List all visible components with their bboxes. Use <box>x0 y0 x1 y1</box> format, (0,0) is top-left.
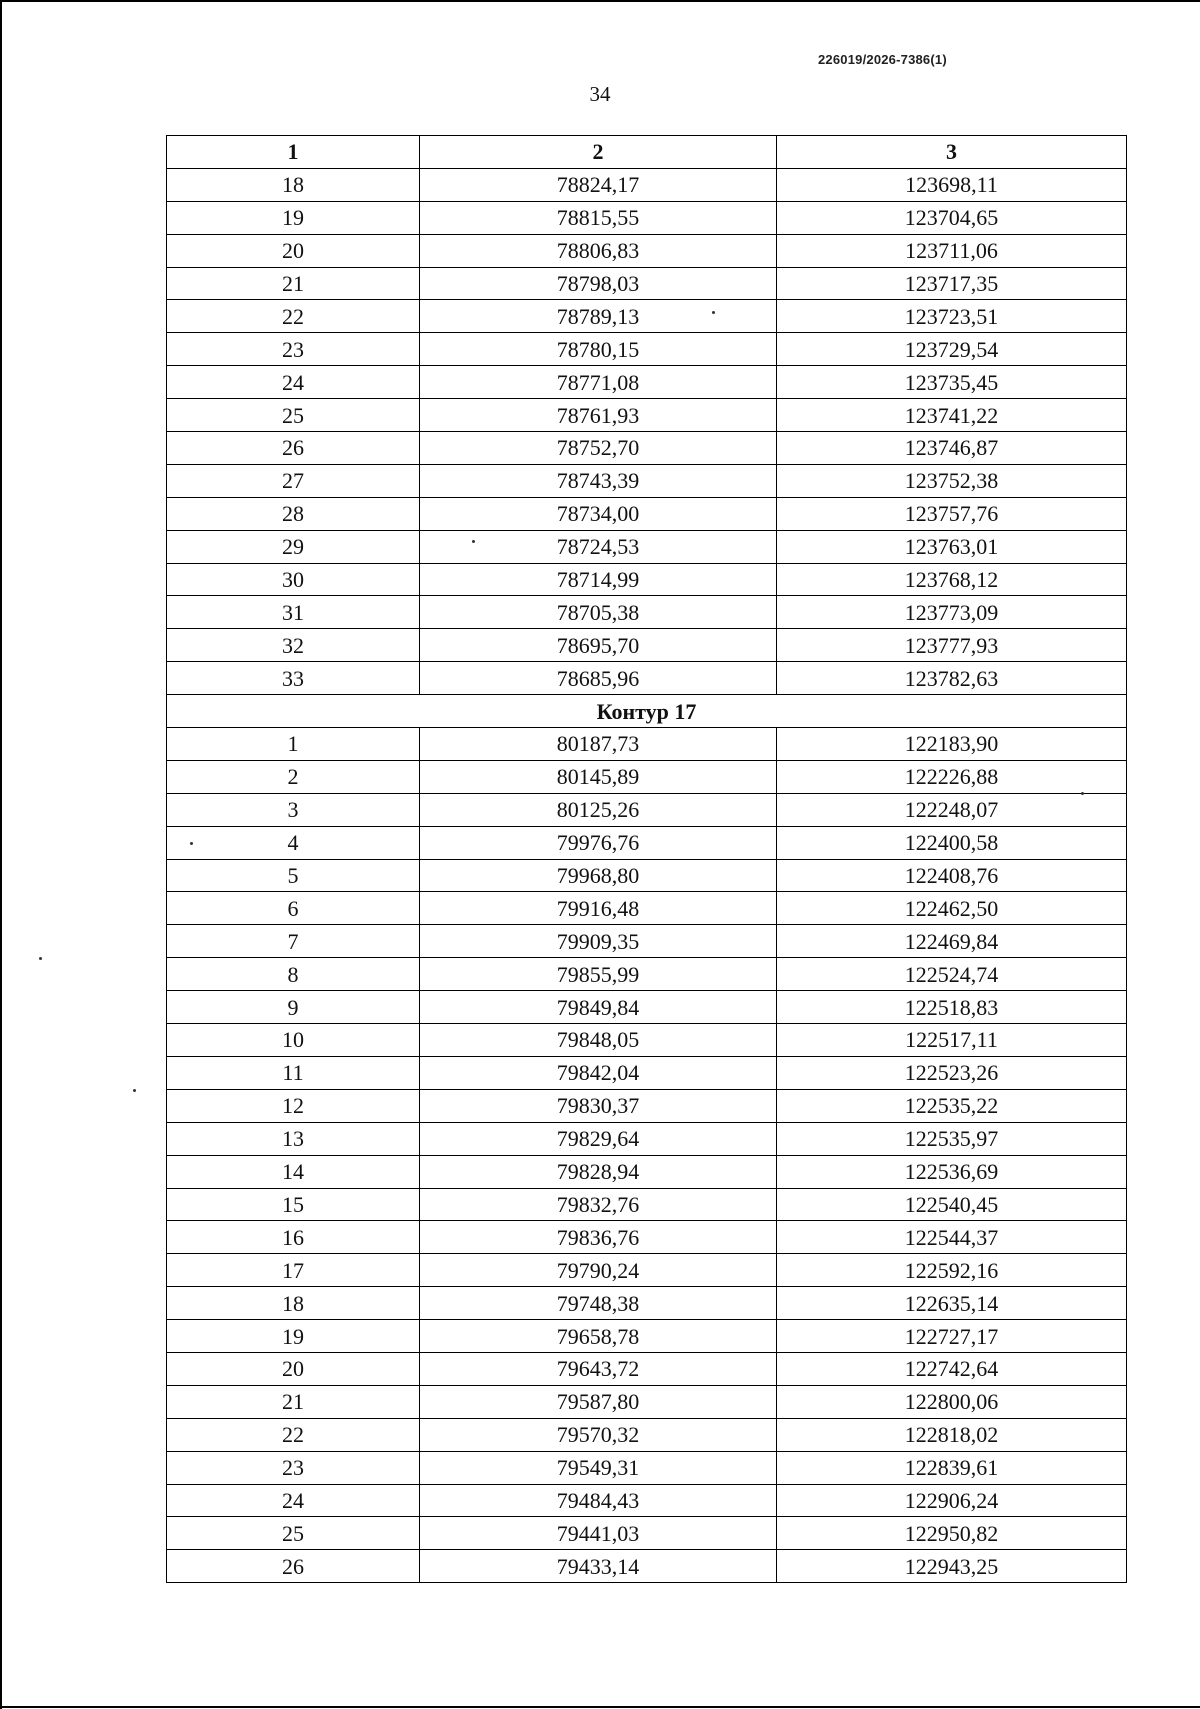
point-number-cell: 10 <box>167 1024 420 1057</box>
table-row <box>167 1155 1127 1188</box>
scan-speck <box>133 1089 136 1092</box>
coordinate-y-cell: 123746,87 <box>777 432 1127 465</box>
coordinate-x-cell: 79836,76 <box>420 1221 777 1254</box>
coordinate-x-cell: 79587,80 <box>420 1385 777 1418</box>
point-number-cell: 14 <box>167 1155 420 1188</box>
table-row <box>167 201 1127 234</box>
coordinate-y-cell: 122742,64 <box>777 1352 1127 1385</box>
coordinate-x-cell: 79855,99 <box>420 958 777 991</box>
coordinate-y-cell: 122535,22 <box>777 1089 1127 1122</box>
coordinate-x-cell: 78752,70 <box>420 432 777 465</box>
coordinate-x-cell: 79549,31 <box>420 1451 777 1484</box>
coordinate-y-cell: 123698,11 <box>777 168 1127 201</box>
coordinate-x-cell: 78780,15 <box>420 333 777 366</box>
table-row <box>167 958 1127 991</box>
coordinate-y-cell: 122400,58 <box>777 826 1127 859</box>
point-number-cell: 3 <box>167 793 420 826</box>
point-number-cell: 12 <box>167 1089 420 1122</box>
coordinate-y-cell: 122183,90 <box>777 728 1127 761</box>
coordinate-x-cell: 78806,83 <box>420 234 777 267</box>
table-row <box>167 333 1127 366</box>
coordinate-x-cell: 79790,24 <box>420 1254 777 1287</box>
point-number-cell: 24 <box>167 1484 420 1517</box>
coordinate-y-cell: 122517,11 <box>777 1024 1127 1057</box>
coordinate-x-cell: 78771,08 <box>420 366 777 399</box>
coordinate-x-cell: 79976,76 <box>420 826 777 859</box>
point-number-cell: 28 <box>167 497 420 530</box>
coordinate-x-cell: 79748,38 <box>420 1287 777 1320</box>
page-number: 34 <box>589 82 611 106</box>
coordinate-x-cell: 79848,05 <box>420 1024 777 1057</box>
table-row <box>167 1320 1127 1353</box>
scan-speck <box>472 540 475 543</box>
coordinate-x-cell: 79658,78 <box>420 1320 777 1353</box>
coordinate-y-cell: 123711,06 <box>777 234 1127 267</box>
table-row <box>167 925 1127 958</box>
coordinate-x-cell: 80187,73 <box>420 728 777 761</box>
table-row <box>167 1352 1127 1385</box>
point-number-cell: 15 <box>167 1188 420 1221</box>
scan-speck <box>712 311 715 314</box>
coordinate-y-cell: 122535,97 <box>777 1122 1127 1155</box>
coordinate-x-cell: 79828,94 <box>420 1155 777 1188</box>
point-number-cell: 19 <box>167 1320 420 1353</box>
coordinate-y-cell: 122818,02 <box>777 1418 1127 1451</box>
coordinate-x-cell: 78761,93 <box>420 399 777 432</box>
coordinate-y-cell: 123717,35 <box>777 267 1127 300</box>
coordinate-x-cell: 79643,72 <box>420 1352 777 1385</box>
point-number-cell: 5 <box>167 859 420 892</box>
table-row <box>167 1517 1127 1550</box>
point-number-cell: 18 <box>167 168 420 201</box>
coordinates-table <box>166 135 1127 1583</box>
table-row <box>167 826 1127 859</box>
coordinate-y-cell: 123773,09 <box>777 596 1127 629</box>
table-row <box>167 1089 1127 1122</box>
coordinate-x-cell: 79916,48 <box>420 892 777 925</box>
table-row <box>167 300 1127 333</box>
coordinate-x-cell: 79909,35 <box>420 925 777 958</box>
table-row <box>167 1451 1127 1484</box>
column-header-2: 2 <box>420 136 777 169</box>
coordinate-y-cell: 122524,74 <box>777 958 1127 991</box>
table-row <box>167 1221 1127 1254</box>
table-row <box>167 1287 1127 1320</box>
column-header-1: 1 <box>167 136 420 169</box>
coordinate-y-cell: 122592,16 <box>777 1254 1127 1287</box>
coordinate-x-cell: 79830,37 <box>420 1089 777 1122</box>
document-id: 226019/2026-7386(1) <box>818 52 947 67</box>
coordinate-x-cell: 79842,04 <box>420 1056 777 1089</box>
coordinate-x-cell: 79441,03 <box>420 1517 777 1550</box>
table-row <box>167 168 1127 201</box>
table-row <box>167 629 1127 662</box>
point-number-cell: 7 <box>167 925 420 958</box>
point-number-cell: 30 <box>167 563 420 596</box>
table-row <box>167 530 1127 563</box>
point-number-cell: 16 <box>167 1221 420 1254</box>
coordinate-x-cell: 79433,14 <box>420 1550 777 1583</box>
coordinate-y-cell: 122950,82 <box>777 1517 1127 1550</box>
coordinate-x-cell: 79832,76 <box>420 1188 777 1221</box>
point-number-cell: 13 <box>167 1122 420 1155</box>
table-row <box>167 892 1127 925</box>
point-number-cell: 6 <box>167 892 420 925</box>
table-row <box>167 1550 1127 1583</box>
table-row <box>167 1122 1127 1155</box>
coordinate-x-cell: 80125,26 <box>420 793 777 826</box>
table-row <box>167 1056 1127 1089</box>
coordinate-y-cell: 122523,26 <box>777 1056 1127 1089</box>
table-row <box>167 464 1127 497</box>
scan-speck <box>1081 792 1084 795</box>
coordinate-x-cell: 80145,89 <box>420 760 777 793</box>
coordinate-y-cell: 122536,69 <box>777 1155 1127 1188</box>
table-row <box>167 1385 1127 1418</box>
table-row <box>167 859 1127 892</box>
coordinate-y-cell: 122943,25 <box>777 1550 1127 1583</box>
point-number-cell: 8 <box>167 958 420 991</box>
coordinate-x-cell: 78714,99 <box>420 563 777 596</box>
coordinate-y-cell: 122727,17 <box>777 1320 1127 1353</box>
coordinate-x-cell: 79849,84 <box>420 991 777 1024</box>
table-row <box>167 728 1127 761</box>
scan-speck <box>190 842 193 845</box>
point-number-cell: 21 <box>167 1385 420 1418</box>
point-number-cell: 33 <box>167 662 420 695</box>
point-number-cell: 18 <box>167 1287 420 1320</box>
coordinate-y-cell: 123757,76 <box>777 497 1127 530</box>
coordinate-y-cell: 123729,54 <box>777 333 1127 366</box>
point-number-cell: 26 <box>167 1550 420 1583</box>
coordinate-y-cell: 123768,12 <box>777 563 1127 596</box>
coordinate-y-cell: 122800,06 <box>777 1385 1127 1418</box>
coordinate-y-cell: 123741,22 <box>777 399 1127 432</box>
coordinate-x-cell: 78705,38 <box>420 596 777 629</box>
point-number-cell: 27 <box>167 464 420 497</box>
point-number-cell: 1 <box>167 728 420 761</box>
point-number-cell: 11 <box>167 1056 420 1089</box>
point-number-cell: 20 <box>167 1352 420 1385</box>
point-number-cell: 29 <box>167 530 420 563</box>
table-row <box>167 1254 1127 1287</box>
coordinate-y-cell: 122518,83 <box>777 991 1127 1024</box>
coordinate-x-cell: 78824,17 <box>420 168 777 201</box>
section-row <box>167 695 1127 728</box>
point-number-cell: 25 <box>167 1517 420 1550</box>
table-row <box>167 662 1127 695</box>
point-number-cell: 21 <box>167 267 420 300</box>
point-number-cell: 22 <box>167 300 420 333</box>
coordinate-y-cell: 122839,61 <box>777 1451 1127 1484</box>
coordinate-x-cell: 78743,39 <box>420 464 777 497</box>
coordinate-y-cell: 122469,84 <box>777 925 1127 958</box>
table-row <box>167 760 1127 793</box>
coordinate-x-cell: 78798,03 <box>420 267 777 300</box>
point-number-cell: 22 <box>167 1418 420 1451</box>
table-body <box>167 168 1127 1582</box>
point-number-cell: 19 <box>167 201 420 234</box>
coordinate-x-cell: 78734,00 <box>420 497 777 530</box>
table-row <box>167 596 1127 629</box>
coordinate-y-cell: 123752,38 <box>777 464 1127 497</box>
scan-border-top <box>0 0 1200 2</box>
section-title: Контур 17 <box>167 695 1127 728</box>
table-header-row <box>167 136 1127 169</box>
table-row <box>167 366 1127 399</box>
table-row <box>167 432 1127 465</box>
point-number-cell: 2 <box>167 760 420 793</box>
table-row <box>167 563 1127 596</box>
column-header-3: 3 <box>777 136 1127 169</box>
point-number-cell: 23 <box>167 333 420 366</box>
coordinate-x-cell: 78695,70 <box>420 629 777 662</box>
table-row <box>167 1484 1127 1517</box>
point-number-cell: 32 <box>167 629 420 662</box>
coordinate-y-cell: 123704,65 <box>777 201 1127 234</box>
coordinate-y-cell: 122408,76 <box>777 859 1127 892</box>
coordinate-y-cell: 122635,14 <box>777 1287 1127 1320</box>
coordinate-x-cell: 78685,96 <box>420 662 777 695</box>
coordinate-x-cell: 79570,32 <box>420 1418 777 1451</box>
scan-speck <box>39 957 42 960</box>
coordinate-x-cell: 79484,43 <box>420 1484 777 1517</box>
table-row <box>167 399 1127 432</box>
table-row <box>167 793 1127 826</box>
table-row <box>167 1188 1127 1221</box>
coordinate-y-cell: 122906,24 <box>777 1484 1127 1517</box>
point-number-cell: 25 <box>167 399 420 432</box>
table-row <box>167 991 1127 1024</box>
point-number-cell: 23 <box>167 1451 420 1484</box>
point-number-cell: 20 <box>167 234 420 267</box>
coordinate-y-cell: 122248,07 <box>777 793 1127 826</box>
coordinate-y-cell: 122540,45 <box>777 1188 1127 1221</box>
table-row <box>167 1418 1127 1451</box>
coordinate-x-cell: 78724,53 <box>420 530 777 563</box>
point-number-cell: 9 <box>167 991 420 1024</box>
coordinate-x-cell: 79968,80 <box>420 859 777 892</box>
scan-border-bottom <box>0 1706 1200 1708</box>
point-number-cell: 17 <box>167 1254 420 1287</box>
point-number-cell: 4 <box>167 826 420 859</box>
coordinate-y-cell: 122226,88 <box>777 760 1127 793</box>
scan-border-left <box>0 0 2 1709</box>
table-row <box>167 497 1127 530</box>
coordinate-y-cell: 123763,01 <box>777 530 1127 563</box>
point-number-cell: 26 <box>167 432 420 465</box>
table-row <box>167 1024 1127 1057</box>
table-row <box>167 267 1127 300</box>
table-row <box>167 234 1127 267</box>
coordinate-y-cell: 123735,45 <box>777 366 1127 399</box>
point-number-cell: 31 <box>167 596 420 629</box>
coordinate-y-cell: 123777,93 <box>777 629 1127 662</box>
coordinate-y-cell: 123723,51 <box>777 300 1127 333</box>
point-number-cell: 24 <box>167 366 420 399</box>
coordinate-y-cell: 123782,63 <box>777 662 1127 695</box>
coordinate-x-cell: 78815,55 <box>420 201 777 234</box>
coordinate-x-cell: 79829,64 <box>420 1122 777 1155</box>
coordinate-y-cell: 122544,37 <box>777 1221 1127 1254</box>
coordinate-y-cell: 122462,50 <box>777 892 1127 925</box>
coordinate-x-cell: 78789,13 <box>420 300 777 333</box>
